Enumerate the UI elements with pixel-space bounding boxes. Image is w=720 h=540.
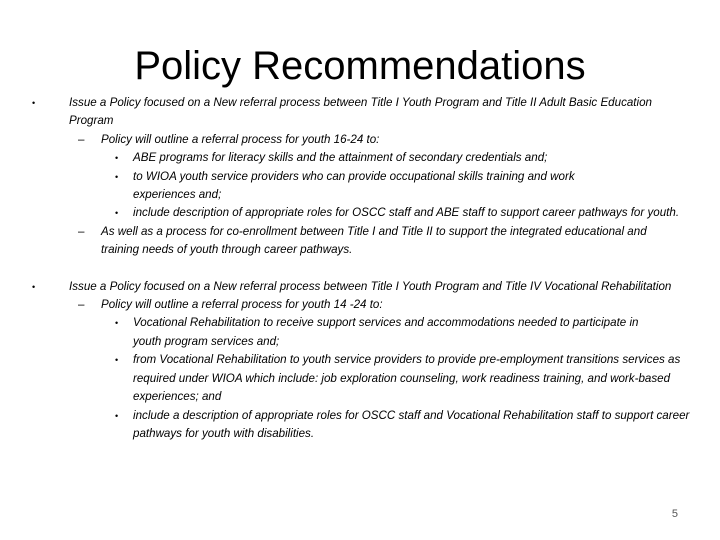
slide-body [30,94,690,443]
slide-title: Policy Recommendations [134,44,586,88]
sub-bullet-item [30,131,690,149]
dash-marker: – [78,132,85,146]
bullet-marker: • [115,171,119,182]
bullet-marker: • [115,208,119,219]
bullet-marker: • [115,318,119,329]
sub-sub-bullet-text: to WIOA youth service providers who can provide occupational skills training and work experiences and; [133,169,575,202]
bullet-marker: • [32,98,36,108]
bullet-item [30,278,681,296]
page-number: 5 [671,508,678,520]
sub-sub-bullet-text: include a description of appropriate roles for OSCC staff and Vocational Rehabilitation staff to support career pathways for youth with disabilities. [133,408,690,440]
sub-sub-bullet-text: Vocational Rehabilitation to receive support services and accommodations needed to participate in youth program services and; [133,316,639,348]
sub-bullet-item [30,296,690,314]
sub-sub-bullet-item [30,314,658,351]
bullet-marker: • [115,410,119,421]
sub-sub-bullet-item [30,149,693,167]
bullet-text: Issue a Policy focused on a New referral process between Title I Youth Program and Title II Adult Basic Education Program [69,96,653,128]
bullet-marker: • [32,281,36,292]
sub-sub-bullet-text: include description of appropriate roles for OSCC staff and ABE staff to support career pathways for youth. [133,206,680,220]
bullet-item [30,94,681,131]
sub-sub-bullet-text: ABE programs for literacy skills and the attainment of secondary credentials and; [133,151,548,165]
dash-marker: – [78,224,85,238]
dash-marker: – [78,298,85,312]
bullet-marker: • [115,153,119,164]
sub-sub-bullet-item [30,204,693,222]
sub-bullet-text: As well as a process for co-enrollment between Title I and Title II to support the integrated educational and training needs of youth through career pathways. [101,224,647,257]
sub-sub-bullet-text: from Vocational Rehabilitation to youth service providers to provide pre-employment transitions services as required under WIOA which include: job exploration counseling, work readiness training, and work-based experiences; and [133,353,681,404]
sub-bullet-text: Policy will outline a referral process for youth 14 -24 to: [101,298,383,312]
sub-bullet-text: Policy will outline a referral process for youth 16-24 to: [101,132,380,146]
sub-bullet-item [30,223,681,260]
sub-sub-bullet-item [30,168,603,205]
bullet-text: Issue a Policy focused on a New referral process between Title I Youth Program and Title IV Vocational Rehabilitation [69,279,672,293]
sub-sub-bullet-item [30,407,693,444]
sub-sub-bullet-item [30,351,693,406]
bullet-marker: • [115,355,119,366]
